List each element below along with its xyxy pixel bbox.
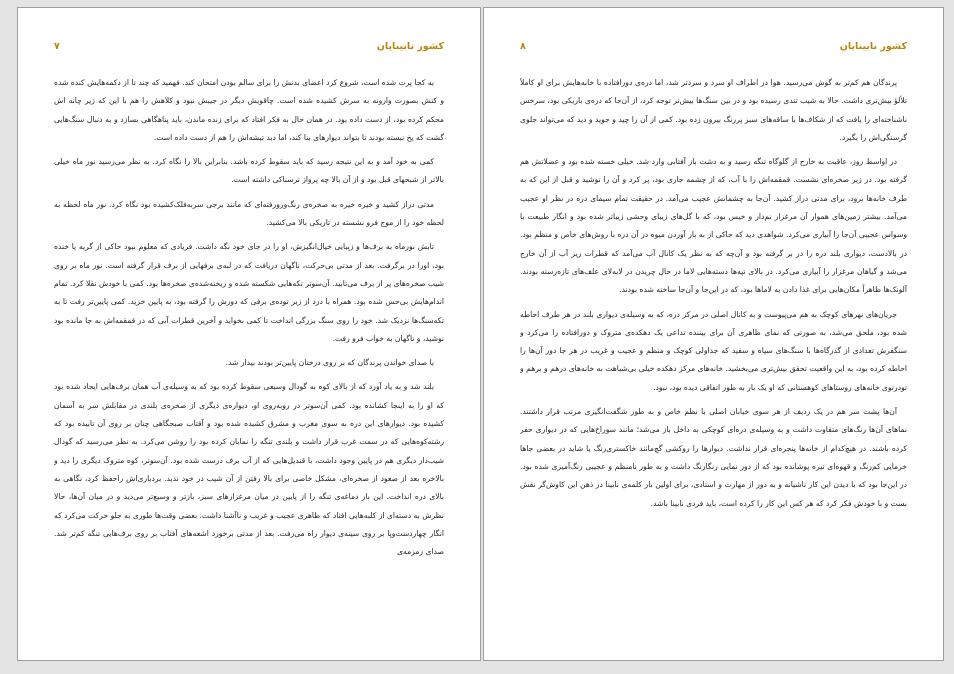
paragraph: جریان‌های نهرهای کوچک به هم می‌پیوست و به کانال اصلی در مرکز دره، که به وسیله‌ی دیواری بلند در هر طرف احاطه شده بود، ملحق می‌شد، به صورتی که نمای ظاهری آن برای بیننده تداعی یک دهکده‌ی متروک و دورافتاده را می‌کرد و سنگفرش تعدادی از گذرگاه‌ها با سنگ‌های سیاه و سفید که جداولی کوچک و منظم و عجیب و غریب در هر جا دور آن‌ها را احاطه کرده بود، به این واقعیت تحقق بیش‌تری می‌بخشید. خانه‌های مرکز دهکده خیلی بی‌شباهت به خانه‌های درهم و برهم و تودرتوی خانه‌های روستاهای کوهستانی که او یک بار به طور اتفاقی دیده بود، نبود. xyxy=(520,309,907,392)
page-header-left xyxy=(54,41,444,57)
page-header-right xyxy=(520,41,907,57)
paragraph: آن‌ها پشت سر هم در یک ردیف از هر سوی خیابان اصلی با نظم خاص و به طور شگفت‌انگیزی مرتب قرار داشتند. نماهای آن‌ها رنگ‌های متفاوت داشت و به وسیله‌ی دره‌ای کوچکی به داخل باز می‌شد؛ مانند سوراخ‌هایی که در دیواری حفر کرده باشند. در هیچ‌کدام از خانه‌ها پنجره‌ای قرار نداشت. دیوارها را روکشی گچ‌مانند خاکستری‌رنگ یا شاید در بعضی جاها خرمایی کم‌رنگ و قهوه‌ای تیره پوشانده بود که از دور نمایی رنگارنگ داشت و به طور نامنظم و عجیبی رنگ‌آمیزی شده بود. در این‌جا بود که با دیدن این کار ناشیانه و به دور از مهارت و استادی، برای اولین بار کلمه‌ی نابینا در ذهن این کاوش‌گر نقش بست و با خودش فکر کرد که هر کس این کار را کرده است، باید فردی نابینا باشد. xyxy=(520,407,907,508)
page-body-right xyxy=(520,74,907,640)
page-number: ۷ xyxy=(54,41,60,52)
running-head-title: کشور نابینایان xyxy=(839,41,907,52)
page-body-left xyxy=(54,74,444,640)
paragraph: کمی به خود آمد و به این نتیجه رسید که باید سقوط کرده باشد. بنابراین بالا را نگاه کرد. به نظر می‌رسید نور ماه خیلی بالاتر از شبحهای قبل بود و از آن بالا چه پرواز ترسناکی داشته است. xyxy=(54,157,444,185)
paragraph: مدتی دراز کشید و خیره خیره به صخره‌ی رنگ‌ورورفته‌ای که مانند برجی سربه‌فلک‌کشیده بود نگاه کرد. نور ماه لحظه به لحظه خود را از موج فرو نشسته در تاریکی بالا می‌کشید. xyxy=(54,199,444,228)
page-right xyxy=(483,7,944,661)
paragraph: با صدای خواندن پرندگان که بر روی درختان پایین‌تر بودند بیدار شد. xyxy=(225,358,434,368)
running-head-title: کشور نابینایان xyxy=(376,41,444,52)
paragraph: تابش نورماه به برف‌ها و زیبایی خیال‌انگیزش، او را در جای خود نگه داشت. فریادی که معلوم نبود حاکی از گریه یا خنده بود، اورا در برگرفت. بعد از مدتی بی‌حرکت، ناگهان دریافت که در لبه‌ی برفهایی از برف قرار گرفته است. نور ماه بر روی شیب صخره‌های پر از برف می‌تابید. آن‌سوتر تکه‌هایی شکسته شده و ریخته‌شده‌ی صخره‌ها بود. کمی با خودش تقلا کرد. تمام اندام‌هایش بی‌حس شده بود. همراه با درد از زیر توده‌ی برفی که دورش را گرفته بود، به پایین خزید. کمی پایین‌تر رفت تا به تکه‌سنگ‌ها نزدیک شد. خود را روی سنگ بزرگی انداخت تا کمی بخواید و آخرین قطرات آبی که در قمقمه‌اش به جا مانده بود نوشید، و ناگهان به خواب فرو رفت. xyxy=(54,242,444,343)
paragraph: به کجا پرت شده است، شروع کرد اعضای بدنش را برای سالم بودن امتحان کند. فهمید که چند تا از دکمه‌هایش کنده شده و کتش بصورت وارونه به سرش کشیده شده است. چاقویش دیگر در جیبش نبود و کلاهش را هم با این که زیر چانه اش محکم کرده بود، از دست داده بود. در همان حال به فکر افتاد که برای زنده ماندن، باید پناهگاهی بسازد و به دنبال سنگ‌هایی گشت که یخ نبسته بودند تا بتواند دیوارهای بنا کند، اما دید تیشه‌اش را هم از دست داده است. xyxy=(54,78,444,142)
page-number: ۸ xyxy=(520,41,526,52)
page-left xyxy=(17,7,481,661)
paragraph: پرندگان هم کم‌تر به گوش می‌رسید. هوا در اطراف او سرد و سردتر شد، اما دره‌ی دورافتاده با خانه‌هایش برای او کاملاً تلألؤ بیش‌تری داشت. حالا به شیب تندی رسیده بود و در بین سنگ‌ها بیش‌تر توجه کرد، از آن‌جا که دره‌ی باریکی بود، سرخس ناشناخته‌ای را یافت که از شکاف‌ها با ساقه‌های سبز پررنگ بیرون زده بود. کمی از آن را چید و جوید و دید که می‌تواند جلوی گرسنگی‌اش را بگیرد. xyxy=(520,78,907,142)
paragraph: در اواسط روز، عاقبت به خارج از گلوگاه تنگه رسید و به دشت باز آفتابی وارد شد. خیلی خسته شده بود و عضلاتش هم گرفته بود. در زیر صخره‌ای نشست. قمقمه‌اش را با آب، که از چشمه جاری بود، پر کرد و آن را نوشید و قبل از این که به طرف خانه‌ها برود، برای مدتی دراز کشید. آن‌جا به چشمانش عجیب می‌آمد. در حقیقت تمام سیمای دره در نظر او عجیب می‌آمد. بیشتر زمین‌های هموار آن مرغزار نم‌دار و خیس بود، که با گل‌های زیبای وحشی زیباتر شده بود و انگار طبیعت با وسواس عجیبی آن‌جا را آبیاری می‌کرد. شواهدی دید که حاکی از به بار آوردن میوه در آن دره با روش‌های خاص و منظم بود. در بالادست، دیواری بلند دره را در بر گرفته بود و آن‌چه که به نظر یک کانال آب می‌آمد که قطرات ریز آب از آن خارج می‌شد و گیاهان مرغزار را آبیاری می‌کرد. در بالای تپه‌ها دسته‌هایی لاما در حال چریدن در لابه‌لای علف‌های تازه‌رسته بودند. آلونک‌ها ظاهراً مکان‌هایی برای غذا دادن به لاماها بود، که در این‌جا و آن‌جا ساخته شده بودند. xyxy=(520,157,907,295)
paragraph: بلند شد و به یاد آورد که از بالای کوه به گودال وسیعی سقوط کرده بود که به وسیله‌ی آب همان برف‌هایی ایجاد شده بود که او را به اینجا کشانده بود. کمی آن‌سوتر در روبه‌روی او، دیواره‌ی دیگری از صخره‌ی بلندی در مقابلش سر به آسمان کشیده بود. دیوارهای این دره به سوی مغرب و مشرق کشیده شده بود و آفتاب صبحگاهی چنان بر روی آن تابیده بود که رشته‌کوه‌هایی که در سمت غرب قرار داشت و بلندی تنگه را نمایان کرده بود را روشن می‌کرد. به نظر می‌رسید که گودال شیب‌دار دیگری هم در پایین وجود داشت، با قندیل‌هایی که از آب برف درست شده بود. آن‌سوتر، کوه متروک دیگری را دید و بالاخره بعد از صعود از صخره‌ای، مشکل خاصی برای بالا رفتن از آن شیب در خود ندید. بردباری‌اش راحفظ کرد، نگاهی به بالای دره انداخت. این بار دماغه‌ی تنگه را از پایین در میان مرغزارهای سبز، بازتر و وسیع‌تر می‌دید و در میان آن‌ها، حالا نظرش به دسته‌ای از کلبه‌هایی افتاد که ظاهری عجیب و غریب و ناآشنا داشت. بعضی وقت‌ها طوری به جلو حرکت می‌کرد که انگار چهاردست‌وپا بر روی سینه‌ی دیوار راه می‌رفت. بعد از مدتی برخورد اشعه‌های آفتاب بر روی برف‌هایی تنگه کم‌تر شد. صدای زمزمه‌ی xyxy=(54,382,444,557)
